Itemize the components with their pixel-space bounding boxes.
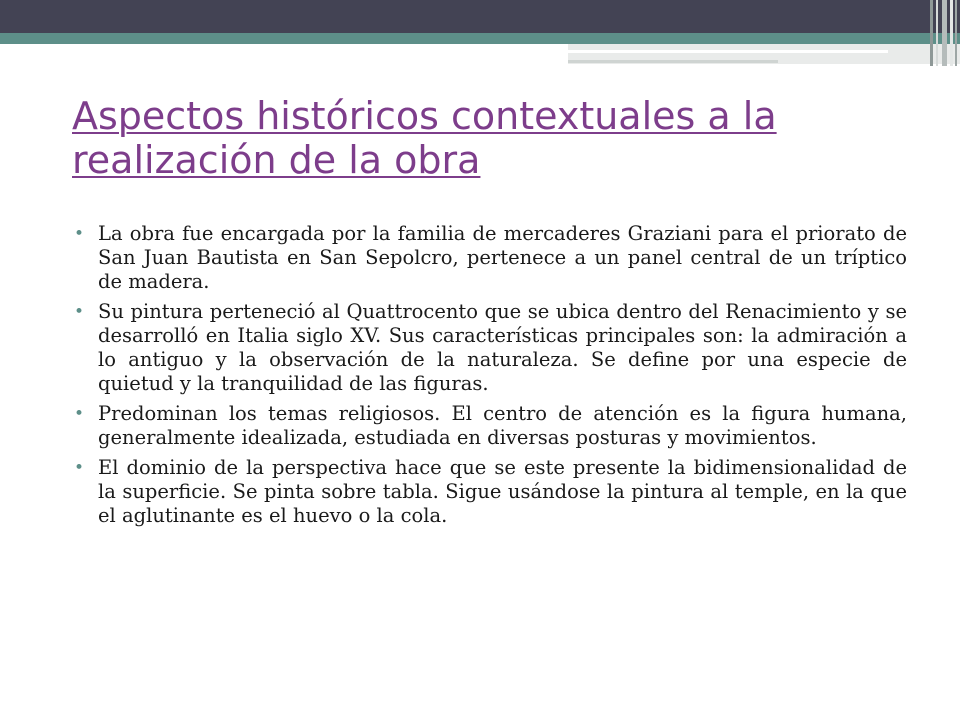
bullet-text: El dominio de la perspectiva hace que se este presente la bidimensionalidad de la superficie. Se pinta sobre tabla. Sigue usándose la pintura al temple, en la que el aglutinante es el huevo o la cola. xyxy=(98,456,907,527)
bullet-icon: • xyxy=(74,224,85,244)
header-vertical-stripe xyxy=(936,0,938,66)
header-band-dark xyxy=(0,0,960,33)
header-vertical-stripe xyxy=(955,0,957,66)
bullet-text: Predominan los temas religiosos. El centro de atención es la figura humana, generalmente idealizada, estudiada en diversas posturas y movimientos. xyxy=(98,402,907,449)
slide-title: Aspectos históricos contextuales a la realización de la obra xyxy=(72,94,777,182)
header-vertical-stripe xyxy=(930,0,933,66)
header-accent-line xyxy=(568,50,888,53)
bullet-icon: • xyxy=(74,302,85,322)
header-accent-line-2 xyxy=(568,60,778,63)
bullet-text: Su pintura perteneció al Quattrocento que se ubica dentro del Renacimiento y se desarrolló en Italia siglo XV. Sus características principales son: la admiración a lo antiguo y la observación de la naturaleza. Se define por una especie de quietud y la tranquilidad de las figuras. xyxy=(98,300,907,395)
bullet-item xyxy=(72,300,907,396)
header-vertical-stripe xyxy=(950,0,953,66)
bullet-icon: • xyxy=(74,404,85,424)
bullet-icon: • xyxy=(74,458,85,478)
bullet-list xyxy=(72,222,907,534)
bullet-item xyxy=(72,222,907,294)
header-vertical-stripe xyxy=(942,0,947,66)
bullet-text: La obra fue encargada por la familia de mercaderes Graziani para el priorato de San Juan Bautista en San Sepolcro, pertenece a un panel central de un tríptico de madera. xyxy=(98,222,907,293)
header-band-teal xyxy=(0,33,960,44)
bullet-item xyxy=(72,402,907,450)
bullet-item xyxy=(72,456,907,528)
